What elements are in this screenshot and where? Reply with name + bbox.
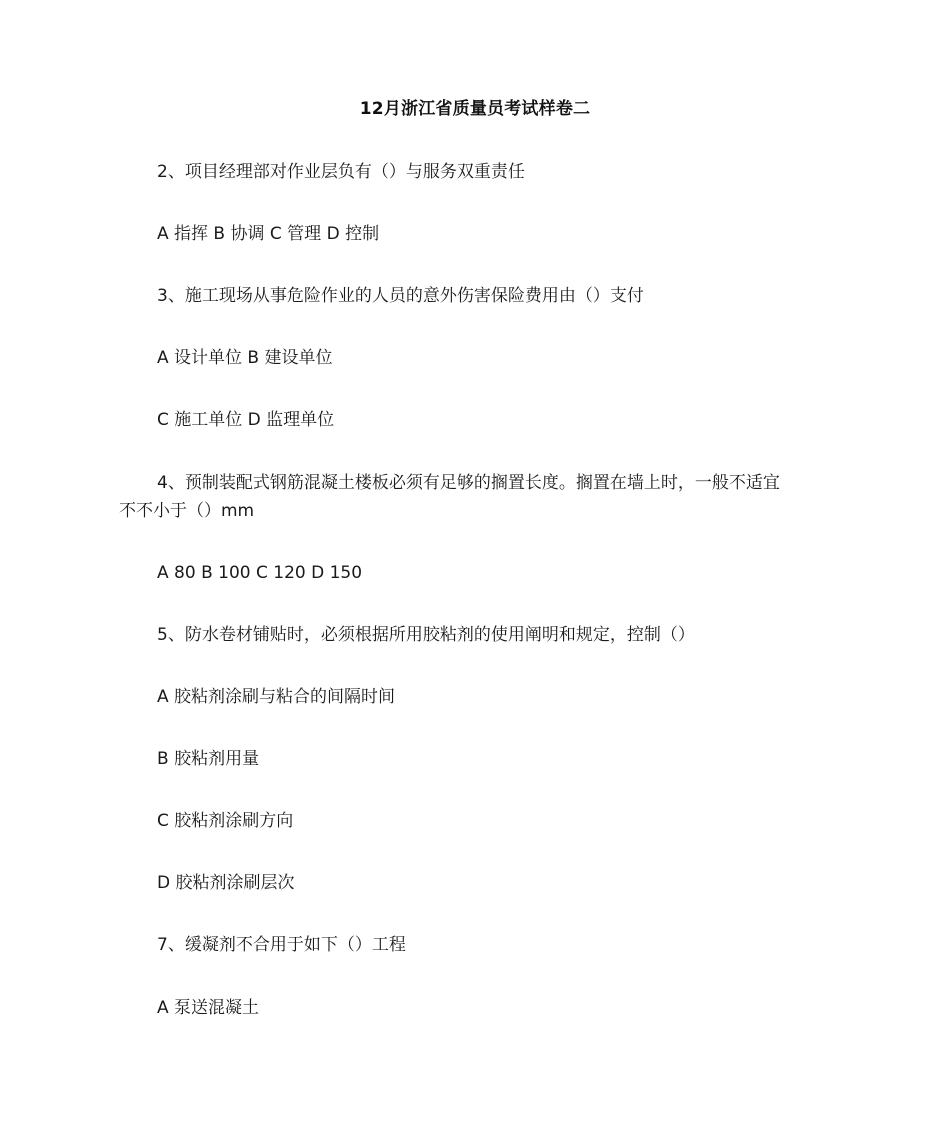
document-title: 12月浙江省质量员考试样卷二 (359, 99, 591, 119)
question-3-text: 3、施工现场从事危险作业的人员的意外伤害保险费用由（）支付 (157, 286, 644, 306)
question-5-option-c: C 胶粘剂涂刷方向 (157, 811, 294, 831)
question-5-text: 5、防水卷材铺贴时，必须根据所用胶粘剂的使用阐明和规定，控制（） (157, 625, 695, 645)
question-2-text: 2、项目经理部对作业层负有（）与服务双重责任 (157, 162, 525, 182)
question-4-text-continued: 不不小于（）mm (119, 501, 255, 521)
question-3-options-ab: A 设计单位 B 建设单位 (157, 348, 333, 368)
question-7-text: 7、缓凝剂不合用于如下（）工程 (157, 935, 406, 955)
question-5-option-a: A 胶粘剂涂刷与粘合的间隔时间 (157, 687, 396, 707)
question-7-option-a: A 泵送混凝土 (157, 998, 260, 1018)
question-4-text: 4、预制装配式钢筋混凝土楼板必须有足够的搁置长度。搁置在墙上时，一般不适宜 (157, 473, 780, 493)
question-5-option-d: D 胶粘剂涂刷层次 (157, 873, 295, 893)
question-5-option-b: B 胶粘剂用量 (157, 749, 260, 769)
question-4-options: A 80 B 100 C 120 D 150 (157, 563, 363, 583)
question-3-options-cd: C 施工单位 D 监理单位 (157, 410, 335, 430)
question-2-options: A 指挥 B 协调 C 管理 D 控制 (157, 224, 380, 244)
